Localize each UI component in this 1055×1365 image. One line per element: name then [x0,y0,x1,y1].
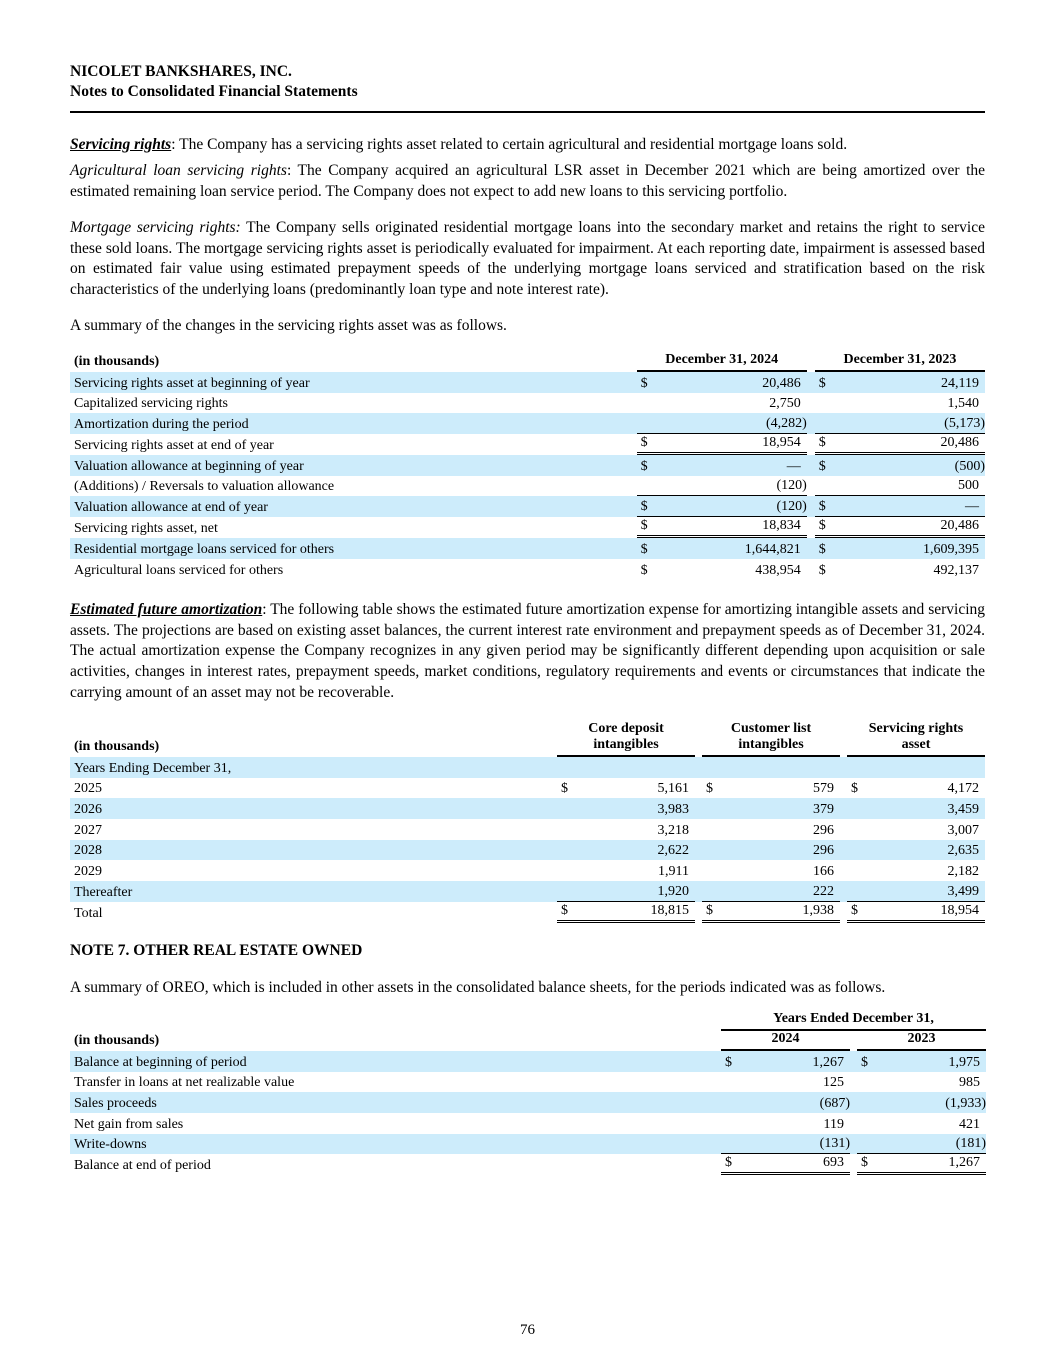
currency-symbol [857,1113,879,1134]
currency-symbol: $ [561,781,568,797]
row-label: Servicing rights asset at beginning of year [70,372,637,393]
column-gap [695,902,702,923]
row-label: Amortization during the period [70,413,637,434]
currency-symbol [557,757,579,778]
column-gap [840,840,847,861]
currency-symbol [702,819,724,840]
table-row [70,819,985,840]
currency-symbol: $ [706,781,713,797]
row-label: Write-downs [70,1134,721,1155]
currency-symbol [702,860,724,881]
header-row [70,721,985,757]
company-name: NICOLET BANKSHARES, INC. [70,63,292,80]
currency-symbol: $ [815,455,837,476]
future-amortization-table [70,721,985,923]
text: : The Company acquired an agricultural LSR asset in December 2021 which are being amortized over the estimated remaining loan service period. The Company does not expect to add new loans to this servicing portfolio. [70,162,985,200]
table-row [70,757,985,778]
currency-symbol: $ [815,372,837,393]
column-gap [807,372,815,393]
cell-value: 2,182 [947,864,980,880]
header-rule [70,111,985,113]
row-label: Agricultural loans serviced for others [74,562,284,578]
header-row [70,1031,986,1051]
currency-symbol [637,476,659,497]
table-row [70,840,985,861]
table-row [70,372,985,393]
group-header-row [70,1011,986,1031]
column-header-label: (in thousands) [74,739,160,754]
currency-symbol: $ [721,1051,743,1072]
table-row [70,902,985,923]
cell-value: 1,975 [879,1051,986,1072]
row-label: Thereafter [70,881,557,902]
row-label: Balance at end of period [74,1158,211,1174]
column-gap [695,778,702,799]
currency-symbol [847,819,869,840]
column-gap [850,1031,857,1051]
row-label: Sales proceeds [70,1092,721,1113]
text: A summary of the changes in the servicing rights asset was as follows. [70,317,507,334]
currency-symbol [847,798,869,819]
column-gap [840,721,847,757]
cell-value: (500) [837,455,985,476]
cell-value: (131) [743,1134,850,1155]
cell-value: (5,173) [837,413,985,434]
currency-symbol: $ [637,372,659,393]
cell-value: 693 [743,1154,850,1175]
column-gap [850,1092,857,1113]
cell-value: 2,622 [579,840,695,861]
document-header [70,62,985,102]
table-row [70,496,985,517]
column-header: December 31, 2024 [637,352,807,372]
currency-symbol: $ [637,434,659,455]
cell-value: 18,954 [659,434,807,455]
cell-value [869,757,985,778]
column-gap [850,1051,857,1072]
column-gap [695,721,702,757]
table-row [70,413,985,434]
column-gap [840,902,847,923]
table-row [70,1154,986,1175]
row-label: Years Ending December 31, [70,757,557,778]
cell-value: (181) [879,1134,986,1155]
cell-value: 125 [823,1075,844,1091]
column-gap [850,1154,857,1175]
currency-symbol [557,860,579,881]
cell-value [724,757,840,778]
currency-symbol: $ [815,517,837,538]
currency-symbol: $ [815,434,837,455]
currency-symbol: $ [637,496,659,517]
currency-symbol: $ [702,902,724,923]
cell-value: 20,486 [837,434,985,455]
column-gap [850,1134,857,1155]
servicing-rights-paragraph [70,135,985,156]
row-label: Balance at beginning of period [70,1051,721,1072]
term: Estimated future amortization [70,601,263,618]
cell-value: 296 [724,840,840,861]
servicing-rights-table [70,352,985,580]
column-gap [807,455,815,476]
table-row [70,559,985,580]
currency-symbol [815,413,837,434]
cell-value [579,757,695,778]
cell-value: 1,911 [658,864,689,880]
column-header: Customer list intangibles [702,721,840,757]
spacer [70,1011,721,1031]
cell-value: (120) [659,496,807,517]
term: Agricultural loan servicing rights [70,162,287,179]
currency-symbol [847,840,869,861]
cell-value: 3,218 [657,822,689,838]
term: Servicing rights [70,136,172,153]
currency-symbol [847,757,869,778]
column-gap [695,860,702,881]
cell-value: 296 [813,822,834,838]
currency-symbol [857,1134,879,1155]
cell-value: 3,499 [869,881,985,902]
column-gap [840,860,847,881]
column-gap [807,434,815,455]
cell-value: 3,459 [869,798,985,819]
cell-value: 1,920 [579,881,695,902]
column-gap [695,757,702,778]
cell-value: (687) [743,1092,850,1113]
column-gap [840,798,847,819]
table-row [70,455,985,476]
row-label: Valuation allowance at beginning of year [70,455,637,476]
currency-symbol [815,393,837,414]
table-row [70,1113,986,1134]
currency-symbol [557,798,579,819]
column-gap [840,881,847,902]
currency-symbol [702,798,724,819]
cell-value: 5,161 [657,781,689,797]
row-label: Net gain from sales [74,1116,184,1132]
table-row [70,798,985,819]
note-7-title: NOTE 7. OTHER REAL ESTATE OWNED [70,942,363,959]
header-row [70,352,985,372]
column-gap [807,559,815,580]
cell-value: 20,486 [659,372,807,393]
table-row [70,538,985,559]
cell-value: 500 [837,476,985,497]
currency-symbol: $ [815,496,837,517]
column-gap [807,413,815,434]
cell-value: — [837,496,985,517]
cell-value: (1,933) [879,1092,986,1113]
currency-symbol [847,860,869,881]
term: Mortgage servicing rights: [70,219,241,236]
column-header: 2024 [721,1031,850,1051]
table-row [70,881,985,902]
row-label: Residential mortgage loans serviced for others [70,538,637,559]
column-gap [807,517,815,538]
column-gap [807,538,815,559]
column-gap [695,840,702,861]
column-header-label: (in thousands) [74,354,160,369]
currency-symbol [557,819,579,840]
column-gap [840,778,847,799]
row-label: Capitalized servicing rights [74,396,228,412]
currency-symbol [857,1092,879,1113]
currency-symbol [702,757,724,778]
cell-value: 18,834 [659,517,807,538]
column-gap [695,881,702,902]
row-label: Total [74,905,103,921]
text: : The Company has a servicing rights asset related to certain agricultural and residential mortgage loans sold. [171,136,848,153]
currency-symbol: $ [637,455,659,476]
cell-value: 2,635 [869,840,985,861]
column-gap [840,757,847,778]
table-row [70,1092,986,1113]
agricultural-paragraph [70,161,985,202]
currency-symbol [721,1113,743,1134]
cell-value: 1,644,821 [659,538,807,559]
column-header: December 31, 2023 [815,352,985,372]
currency-symbol: $ [851,781,858,797]
text: A summary of OREO, which is included in other assets in the consolidated balance sheets, for the periods indicated was as follows. [70,979,886,996]
cell-value: 379 [724,798,840,819]
column-gap [807,352,815,372]
column-header: 2023 [857,1031,986,1051]
text: : The following table shows the estimated future amortization expense for amortizing intangible assets and servicing assets. The projections are based on existing asset balances, the current interest rate environment and prepayment speeds as of December 31, 2024. The actual amortization expense the Company recognizes in any given period may be significantly different depending upon acquisition or sale activities, changes in interest rates, prepayment speeds, market conditions, regulatory requirements and events or circumstances that indicate the carrying amount of an asset may not be recoverable. [70,601,986,701]
row-label: (Additions) / Reversals to valuation allowance [74,479,335,495]
text: The Company sells originated residential mortgage loans into the secondary market and retains the right to service these sold loans. The mortgage servicing rights asset is periodically evaluated for impairment. At each reporting date, impairment is assessed based on estimated fair value using estimated prepayment speeds of the underlying mortgage loans serviced and stratification based on the risk characteristics of the underlying loans (predominantly loan type and note interest rate). [70,219,985,299]
currency-symbol [721,1134,743,1155]
cell-value: (120) [659,476,807,497]
column-gap [807,496,815,517]
cell-value: 18,815 [579,902,695,923]
column-header-label: (in thousands) [74,1033,160,1048]
cell-value: 3,983 [579,798,695,819]
currency-symbol [721,1092,743,1113]
currency-symbol: $ [815,538,837,559]
cell-value: 579 [813,781,834,797]
currency-symbol [847,881,869,902]
column-gap [695,798,702,819]
column-gap [807,393,815,414]
cell-value: 438,954 [755,562,801,578]
column-gap [807,476,815,497]
cell-value: 985 [959,1075,981,1091]
row-label: Transfer in loans at net realizable value [74,1075,295,1091]
table-row [70,517,985,538]
cell-value: 1,609,395 [837,538,985,559]
currency-symbol: $ [640,562,648,578]
currency-symbol [557,840,579,861]
currency-symbol [721,1072,743,1093]
oreo-intro [70,978,985,999]
table-row [70,393,985,414]
currency-symbol: $ [847,902,869,923]
mortgage-paragraph [70,218,985,301]
row-label: 2027 [74,822,102,838]
currency-symbol: $ [857,1051,879,1072]
cell-value: 2,750 [769,396,801,412]
table-row [70,778,985,799]
currency-symbol: $ [637,517,659,538]
cell-value: (4,282) [659,413,807,434]
oreo-table [70,1011,986,1175]
cell-value: 1,938 [724,902,840,923]
cell-value: 492,137 [933,562,979,578]
group-header: Years Ended December 31, [721,1011,986,1031]
table-row [70,1072,986,1093]
cell-value: 119 [823,1116,844,1132]
column-gap [850,1113,857,1134]
currency-symbol: $ [721,1154,743,1175]
cell-value: 20,486 [837,517,985,538]
cell-value: 1,267 [879,1154,986,1175]
table-row [70,476,985,497]
currency-symbol [637,393,659,414]
row-label: Servicing rights asset at end of year [74,438,274,454]
table-row [70,1051,986,1072]
cell-value: 1,540 [947,396,979,412]
cell-value: 4,172 [947,781,980,797]
table-row [70,1134,986,1155]
currency-symbol [557,881,579,902]
cell-value: 222 [724,881,840,902]
currency-symbol [702,881,724,902]
cell-value: 1,267 [743,1051,850,1072]
currency-symbol: $ [557,902,579,923]
currency-symbol [702,840,724,861]
cell-value: 166 [813,864,834,880]
row-label: 2026 [70,798,557,819]
cell-value: — [659,455,807,476]
currency-symbol: $ [818,562,826,578]
row-label: Valuation allowance at end of year [70,496,637,517]
row-label: Servicing rights asset, net [74,521,218,537]
currency-symbol [815,476,837,497]
cell-value: 3,007 [947,822,980,838]
page-number: 76 [520,1322,535,1338]
currency-symbol [637,413,659,434]
table-row [70,860,985,881]
currency-symbol [857,1072,879,1093]
column-gap [850,1072,857,1093]
cell-value: 421 [959,1116,981,1132]
column-gap [840,819,847,840]
row-label: 2028 [70,840,557,861]
column-header: Core deposit intangibles [557,721,695,757]
amortization-paragraph [70,600,985,704]
row-label: 2029 [74,864,102,880]
cell-value: 24,119 [837,372,985,393]
cell-value: 18,954 [869,902,985,923]
table-row [70,434,985,455]
currency-symbol: $ [637,538,659,559]
column-gap [695,819,702,840]
currency-symbol: $ [857,1154,879,1175]
summary-intro [70,316,985,337]
row-label: 2025 [74,781,102,797]
column-header: Servicing rights asset [847,721,985,757]
document-subtitle: Notes to Consolidated Financial Statements [70,83,358,100]
